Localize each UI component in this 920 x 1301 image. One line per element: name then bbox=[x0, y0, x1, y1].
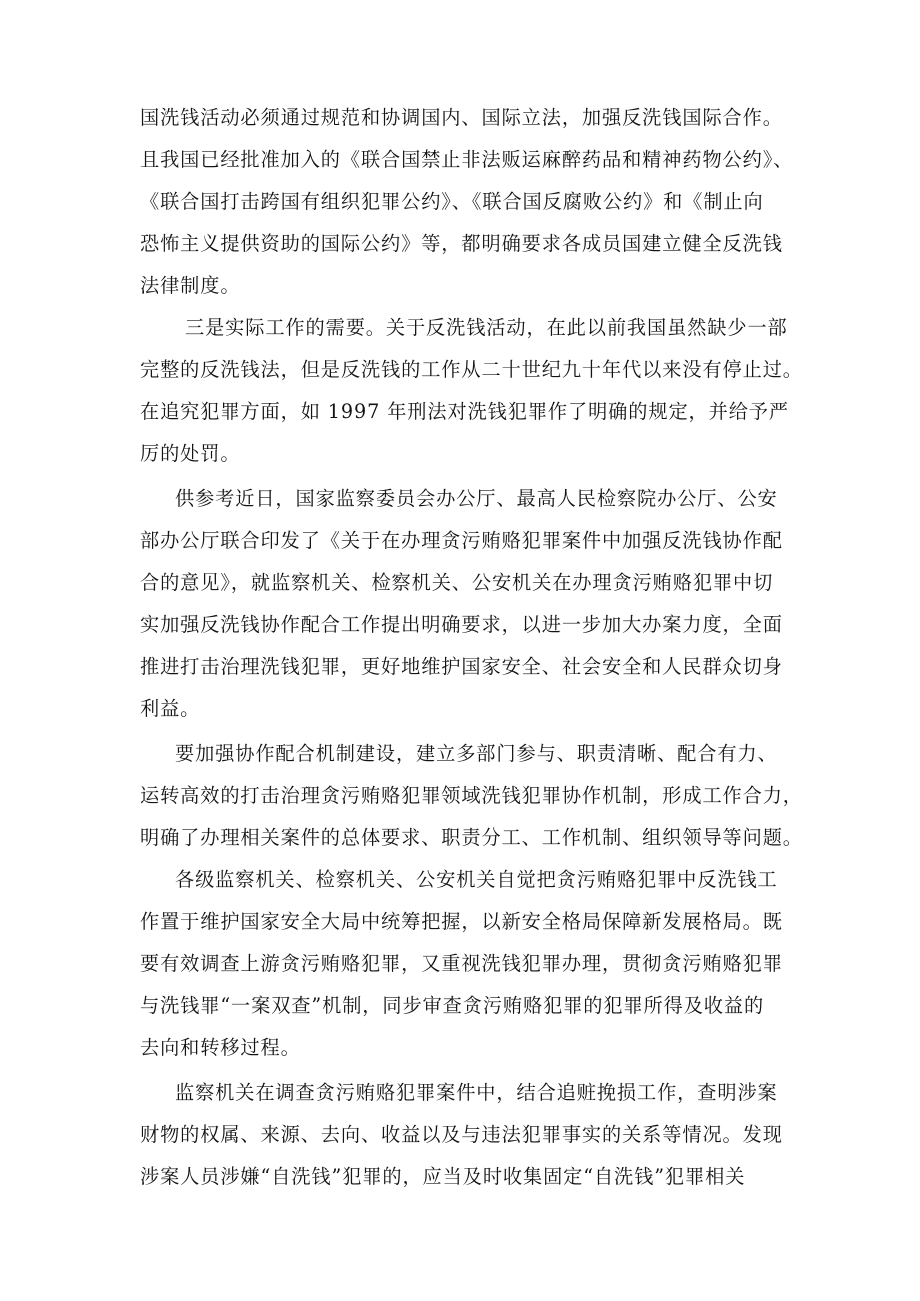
text-line: 厉的处罚。 bbox=[140, 442, 241, 465]
text-line: 国洗钱活动必须通过规范和协调国内、国际立法，加强反洗钱国际合作。 bbox=[140, 106, 783, 129]
text-line: 在追究犯罪方面，如 1997 年刑法对洗钱犯罪作了明确的规定，并给予严 bbox=[140, 400, 789, 423]
text-line: 供参考近日，国家监察委员会办公厅、最高人民检察院办公厅、公安 bbox=[175, 487, 778, 510]
text-line: 合的意见》，就监察机关、检察机关、公安机关在办理贪污贿赂犯罪中切 bbox=[140, 571, 774, 594]
text-line: 实加强反洗钱协作配合工作提出明确要求，以进一步加大办案力度，全面 bbox=[140, 613, 783, 636]
text-line: 恐怖主义提供资助的国际公约》等，都明确要求各成员国建立健全反洗钱 bbox=[140, 232, 783, 255]
text-line: 涉案人员涉嫌“自洗钱”犯罪的，应当及时收集固定“自洗钱”犯罪相关 bbox=[140, 1165, 746, 1188]
text-line: 《联合国打击跨国有组织犯罪公约》、《联合国反腐败公约》和《制止向 bbox=[140, 190, 764, 213]
text-line: 各级监察机关、检察机关、公安机关自觉把贪污贿赂犯罪中反洗钱工 bbox=[175, 868, 778, 891]
text-line: 完整的反洗钱法，但是反洗钱的工作从二十世纪九十年代以来没有停止过。 bbox=[140, 358, 803, 381]
text-line: 与洗钱罪“一案双查”机制，同步审查贪污贿赂犯罪的犯罪所得及收益的 bbox=[140, 994, 765, 1017]
text-line: 财物的权属、来源、去向、收益以及与违法犯罪事实的关系等情况。发现 bbox=[140, 1123, 783, 1146]
text-line: 明确了办理相关案件的总体要求、职责分工、工作机制、组织领导等问题。 bbox=[140, 826, 803, 849]
text-line: 去向和转移过程。 bbox=[140, 1036, 301, 1059]
text-line: 监察机关在调查贪污贿赂犯罪案件中，结合追赃挽损工作，查明涉案 bbox=[175, 1081, 778, 1104]
text-line: 且我国已经批准加入的《联合国禁止非法贩运麻醉药品和精神药物公约》、 bbox=[140, 148, 794, 171]
text-line: 法律制度。 bbox=[140, 274, 241, 297]
text-line: 要加强协作配合机制建设，建立多部门参与、职责清晰、配合有力、 bbox=[175, 742, 778, 765]
text-line: 运转高效的打击治理贪污贿赂犯罪领域洗钱犯罪协作机制，形成工作合力， bbox=[140, 784, 803, 807]
text-line: 推进打击治理洗钱犯罪，更好地维护国家安全、社会安全和人民群众切身 bbox=[140, 655, 783, 678]
text-line: 部办公厅联合印发了《关于在办理贪污贿赂犯罪案件中加强反洗钱协作配 bbox=[140, 529, 783, 552]
text-line: 要有效调查上游贪污贿赂犯罪，又重视洗钱犯罪办理，贯彻贪污贿赂犯罪 bbox=[140, 952, 783, 975]
text-line: 作置于维护国家安全大局中统筹把握，以新安全格局保障新发展格局。既 bbox=[140, 910, 783, 933]
text-line: 利益。 bbox=[140, 697, 201, 720]
text-line: 三是实际工作的需要。关于反洗钱活动，在此以前我国虽然缺少一部 bbox=[185, 316, 788, 339]
